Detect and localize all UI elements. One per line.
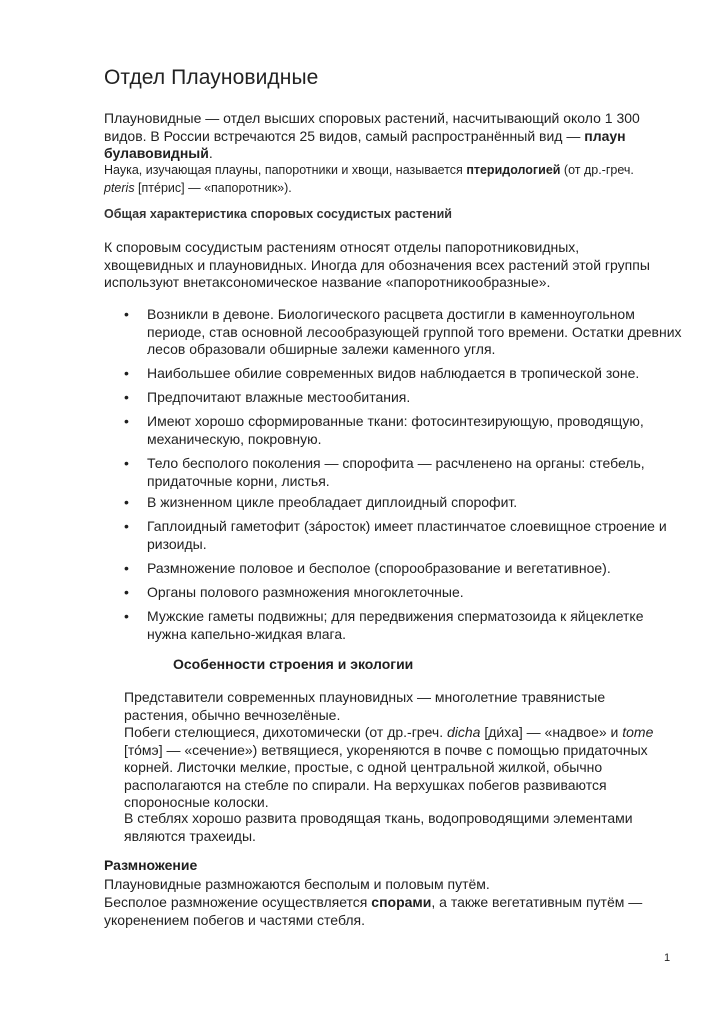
general-heading: Общая характеристика споровых сосудистых растений	[104, 207, 452, 221]
intro-paragraph-2	[104, 161, 664, 197]
intro2-text-c: [птéрис] — «папоротник»).	[134, 181, 292, 195]
reproduction-paragraph-2: Бесполое размножение осуществляется спорами, а также вегетативным путём — укоренением побегов и частями стебля.	[104, 894, 643, 928]
document-page: Отдел Плауновидные Плауновидные — отдел высших споровых растений, насчитывающий около 1 300 видов. В России встречаются 25 видов, самый распространённый вид — плаун булавовидный. Наука, изучающая плауны, папоротники и хвощи, называется птеридологией (от др.-греч. pteris [птéрис] — «папоротник»). Общая характеристика споровых сосудистых растений К споровым сосудистым растениям относят отделы папоротниковидных, хвощевидных и плауновидных. Иногда для обозначения всех растений этой группы используют внетаксономическое название «папоротникообразные». • Возникли в девоне. Биологического расцвета достигли в каменноугольном периоде, став основной лесообразующей группой того времени. Остатки древних лесов образовали обширные залежи каменного угля. • Наибольшее обилие современных видов наблюдается в тропической зоне. • Предпочитают влажные местообитания. • Имеют хорошо сформированные ткани: фотосинтезирующую, проводящую, механическую, покровную. • Тело бесполого поколения — спорофита — расчленено на органы: стебель, придаточные корни, листья. • В жизненном цикле преобладает диплоидный спорофит. • Гаплоидный гаметофит (зáросток) имеет пластинчатое слоевищное строение и ризоиды. • Размножение половое и бесполое (спорообразование и вегетативное). • Органы полового размножения многоклеточные. • Мужские гаметы подвижны; для передвижения сперматозоида к яйцеклетке нужна капельно-жидкая влага. Особенности строения и экологии Представители современных плауновидных — многолетние травянистые растения, обычно вечнозелёные. Побеги стелющиеся, дихотомически (от др.-греч. dicha [ди́ха] — «надвое» и tome [то́мэ] — «сечение») ветвящиеся, укореняются в почве с помощью придаточных корней. Листочки мелкие, простые, с одной центральной жилкой, обычно располагаются на стебле по спирали. На верхушках побегов развиваются спороносные колоски. В стеблях хорошо развита проводящая ткань, водопроводящими элементами являются трахеиды. Размножение Плауновидные размножаются бесполым и половым путём. Бесполое размножение осуществляется спорами, а также вегетативным путём — укоренением побегов и частями стебля. 1	[104, 66, 682, 964]
bullet-icon: •	[124, 389, 129, 405]
page-title: Отдел Плауновидные	[104, 66, 319, 89]
reproduction-paragraph-1: Плауновидные размножаются бесполым и половым путём.	[104, 876, 490, 892]
intro-paragraph-1	[104, 110, 664, 163]
structure-paragraph-1: Представители современных плауновидных — многолетние травянистые растения, обычно вечнозелёные.	[124, 689, 606, 723]
intro2-text-b: (от др.-греч.	[560, 163, 634, 177]
page-number: 1	[664, 952, 671, 964]
reproduction-heading: Размножение	[104, 857, 198, 873]
intro2-bold-term: птеридологией	[466, 163, 561, 177]
structure-paragraph-3: В стеблях хорошо развита проводящая ткань, водопроводящими элементами являются трахеиды.	[124, 810, 633, 844]
intro-end: .	[208, 145, 213, 161]
bullet-icon: •	[124, 306, 129, 322]
bullet-icon: •	[124, 413, 129, 429]
bullet-icon: •	[124, 494, 129, 510]
structure-paragraph-2: Побеги стелющиеся, дихотомически (от др.-греч. dicha [ди́ха] — «надвое» и tome [то́мэ] — «сечение») ветвящиеся, укореняются в почве с помощью придаточных корней. Листочки мелкие, простые, с одной центральной жилкой, обычно располагаются на стебле по спирали. На верхушках побегов развиваются спороносные колоски.	[124, 724, 654, 810]
reproduction-bold-term: спорами	[371, 894, 432, 910]
bullet-icon: •	[124, 608, 129, 624]
bullet-icon: •	[124, 560, 129, 576]
intro-bold-term: плаун булавовидный	[104, 127, 626, 161]
greek-term-tome: tome	[622, 724, 654, 740]
general-paragraph: К споровым сосудистым растениям относят отделы папоротниковидных, хвощевидных и плауновидных. Иногда для обозначения всех растений этой группы используют внетаксономическое название «папоротникообразные».	[104, 239, 650, 290]
intro-text: Плауновидные — отдел высших споровых растений, насчитывающий около 1 300 видов. В России встречаются 25 видов, самый распространённый вид —	[104, 110, 640, 144]
structure-heading: Особенности строения и экологии	[173, 656, 414, 672]
greek-term-dicha: dicha	[447, 724, 481, 740]
intro2-text-a: Наука, изучающая плауны, папоротники и хвощи, называется	[104, 163, 467, 177]
bullet-icon: •	[124, 365, 129, 381]
intro2-italic-term: pteris	[104, 181, 135, 195]
bullet-icon: •	[124, 584, 129, 600]
bullet-icon: •	[124, 455, 129, 471]
bullet-icon: •	[124, 518, 129, 534]
